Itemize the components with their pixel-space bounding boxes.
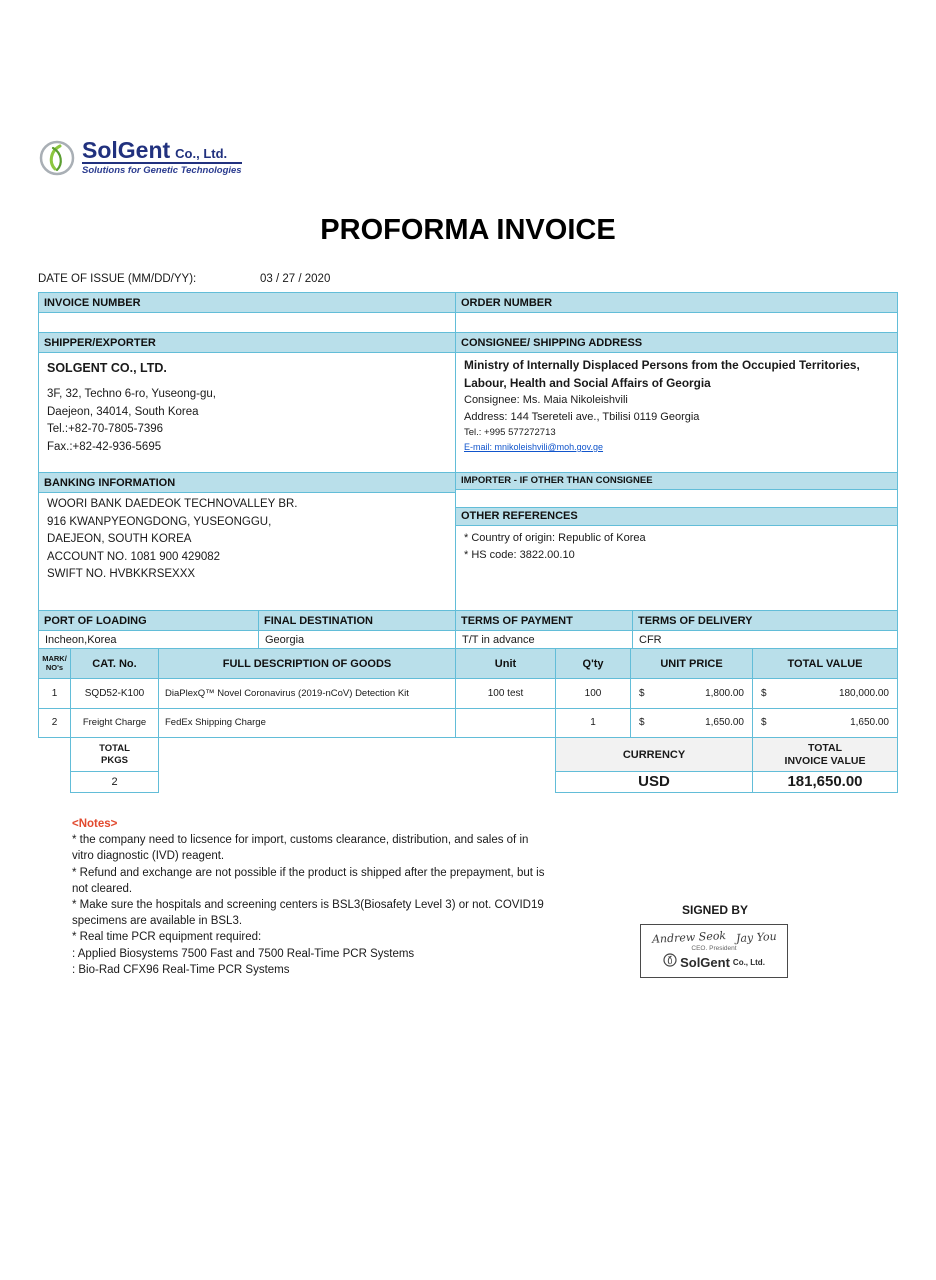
banking-line: WOORI BANK DAEDEOK TECHNOVALLEY BR.: [47, 498, 298, 510]
port-of-loading-header: PORT OF LOADING: [38, 610, 259, 631]
order-number-value: [455, 312, 898, 333]
shipper-info-cell: [38, 352, 456, 473]
notes-line: not cleared.: [72, 882, 133, 895]
table-row-1-description: DiaPlexQ™ Novel Coronavirus (2019-nCoV) Detection Kit: [158, 678, 456, 709]
country-of-origin: * Country of origin: Republic of Korea: [464, 532, 646, 544]
notes-line: vitro diagnostic (IVD) reagent.: [72, 850, 225, 863]
terms-of-delivery-value: CFR: [632, 630, 898, 649]
notes-heading: <Notes>: [72, 818, 118, 830]
banking-swift: SWIFT NO. HVBKKRSEXXX: [47, 568, 196, 580]
total-pkgs-value: 2: [70, 771, 159, 793]
notes-section: [72, 816, 632, 978]
total-pkgs-label: TOTAL PKGS: [70, 737, 159, 772]
order-number-header: ORDER NUMBER: [455, 292, 898, 313]
signature-name-2: Jay You: [735, 929, 777, 945]
other-references-header: OTHER REFERENCES: [455, 507, 898, 526]
table-row-2-unit-price: $ 1,650.00: [630, 708, 753, 738]
total-invoice-value: 181,650.00: [752, 771, 898, 793]
terms-of-payment-header: TERMS OF PAYMENT: [455, 610, 633, 631]
shipper-address-line: 3F, 32, Techno 6-ro, Yuseong-gu,: [47, 388, 217, 400]
col-header-mark: MARK/ NO's: [38, 648, 71, 679]
table-row-1-unit: 100 test: [455, 678, 556, 709]
stamp-company-name: SolGent: [680, 954, 730, 970]
col-header-unit: Unit: [455, 648, 556, 679]
table-row-2-qty: 1: [555, 708, 631, 738]
table-row-1-total-value: $ 180,000.00: [752, 678, 898, 709]
shipper-phone: Tel.:+82-70-7805-7396: [47, 423, 164, 435]
shipper-address-line: Daejeon, 34014, South Korea: [47, 405, 199, 418]
notes-line: : Bio-Rad CFX96 Real-Time PCR Systems: [72, 963, 290, 976]
notes-line: * Refund and exchange are not possible if the product is shipped after the prepayment, but is: [72, 866, 545, 879]
col-header-qty: Q'ty: [555, 648, 631, 679]
importer-header: IMPORTER - IF OTHER THAN CONSIGNEE: [455, 472, 898, 490]
consignee-contact: Consignee: Ms. Maia Nikoleishvili: [464, 394, 628, 406]
banking-account: ACCOUNT NO. 1081 900 429082: [47, 550, 221, 563]
invoice-number-header: INVOICE NUMBER: [38, 292, 456, 313]
consignee-header: CONSIGNEE/ SHIPPING ADDRESS: [455, 332, 898, 353]
col-header-unit-price: UNIT PRICE: [630, 648, 753, 679]
signed-by-label: SIGNED BY: [681, 903, 748, 917]
shipper-name: SOLGENT CO., LTD.: [47, 361, 167, 375]
currency-symbol: $: [761, 717, 767, 728]
col-header-total-value: TOTAL VALUE: [752, 648, 898, 679]
terms-of-delivery-header: TERMS OF DELIVERY: [632, 610, 898, 631]
currency-symbol: $: [639, 687, 645, 699]
currency-label: CURRENCY: [555, 737, 753, 772]
consignee-email-link[interactable]: E-mail: mnikoleishvili@moh.gov.ge: [464, 442, 604, 452]
banking-header: BANKING INFORMATION: [38, 472, 456, 493]
port-of-loading-value: Incheon,Korea: [38, 630, 259, 649]
banking-info-cell: [38, 492, 456, 611]
col-header-description: FULL DESCRIPTION OF GOODS: [158, 648, 456, 679]
solgent-leaf-icon: [38, 139, 76, 182]
signature-stamp-box: [640, 924, 788, 978]
company-logo: [38, 139, 242, 182]
other-references-cell: [455, 525, 898, 612]
table-row-1-no: 1: [38, 678, 71, 709]
signature-title: CEO. President: [691, 944, 737, 952]
table-row-1-cat: SQD52-K100: [70, 678, 159, 709]
logo-tagline: Solutions for Genetic Technologies: [82, 162, 242, 176]
notes-line: * Make sure the hospitals and screening centers is BSL3(Biosafety Level 3) or not. COVID19: [72, 899, 544, 912]
table-row-2-no: 2: [38, 708, 71, 738]
consignee-tel: Tel.: +995 577272713: [464, 427, 556, 438]
table-row-2-unit: [455, 708, 556, 738]
currency-symbol: $: [639, 717, 645, 728]
hs-code: * HS code: 3822.00.10: [464, 548, 575, 561]
notes-line: * the company need to licsence for import, customs clearance, distribution, and sales of in: [72, 834, 529, 847]
notes-line: specimens are available in BSL3.: [72, 915, 243, 928]
shipper-header: SHIPPER/EXPORTER: [38, 332, 456, 353]
signature-handwriting: [651, 928, 777, 946]
consignee-address: Address: 144 Tsereteli ave., Tbilisi 0119 Georgia: [464, 410, 700, 423]
banking-line: 916 KWANPYEONGDONG, YUSEONGGU,: [47, 515, 272, 528]
page-title: PROFORMA INVOICE: [320, 214, 616, 246]
table-row-2-total-value: $ 1,650.00: [752, 708, 898, 738]
notes-line: * Real time PCR equipment required:: [72, 931, 262, 944]
solgent-stamp-leaf-icon: [663, 953, 677, 972]
currency-value: USD: [555, 771, 753, 793]
final-destination-value: Georgia: [258, 630, 456, 649]
final-destination-header: FINAL DESTINATION: [258, 610, 456, 631]
shipper-fax: Fax.:+82-42-936-5695: [47, 440, 162, 453]
table-row-1-qty: 100: [555, 678, 631, 709]
logo-company-suffix: Co., Ltd.: [175, 146, 228, 161]
banking-line: DAEJEON, SOUTH KOREA: [47, 533, 192, 545]
importer-value: [455, 489, 898, 508]
stamp-company-suffix: Co., Ltd.: [732, 957, 765, 967]
logo-company-name: SolGent: [82, 137, 171, 163]
date-of-issue-label: DATE OF ISSUE (MM/DD/YY):: [38, 273, 197, 285]
terms-of-payment-value: T/T in advance: [455, 630, 633, 649]
stamp-logo: [663, 953, 765, 972]
signature-name-1: Andrew Seok: [651, 928, 726, 946]
total-invoice-value-label: TOTAL INVOICE VALUE: [752, 737, 898, 772]
table-row-1-unit-price: $ 1,800.00: [630, 678, 753, 709]
consignee-info-cell: [455, 352, 898, 473]
currency-symbol: $: [761, 687, 767, 699]
table-row-2-description: FedEx Shipping Charge: [158, 708, 456, 738]
notes-line: : Applied Biosystems 7500 Fast and 7500 Real-Time PCR Systems: [72, 947, 415, 960]
date-of-issue-value: 03 / 27 / 2020: [260, 273, 331, 285]
col-header-cat-no: CAT. No.: [70, 648, 159, 679]
consignee-name: Ministry of Internally Displaced Persons from the Occupied Territories, Labour, Health and Social Affairs of Georgia: [464, 358, 860, 390]
table-row-2-cat: Freight Charge: [70, 708, 159, 738]
invoice-number-value: [38, 312, 456, 333]
